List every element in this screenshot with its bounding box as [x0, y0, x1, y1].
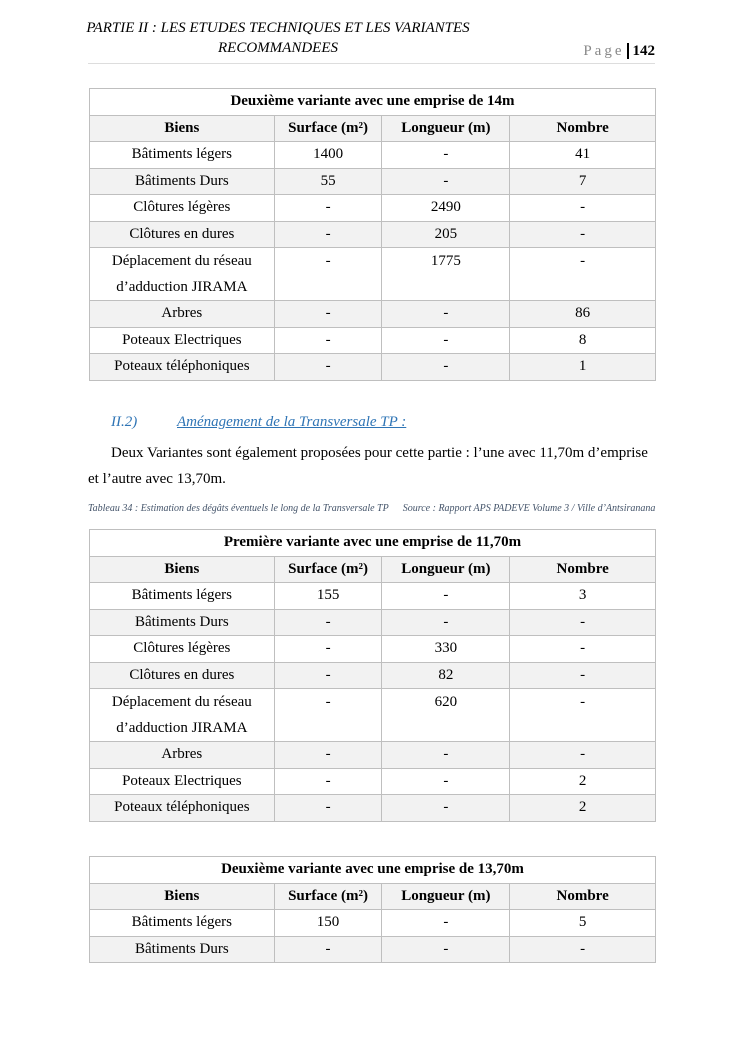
table-row [90, 301, 656, 328]
table-title-row [90, 89, 656, 116]
column-header: Biens [90, 883, 275, 910]
column-header: Nombre [510, 115, 656, 142]
header-title-line1: PARTIE II : LES ETUDES TECHNIQUES ET LES VARIANTES [86, 20, 470, 36]
body-paragraph: Deux Variantes sont également proposées pour cette partie : l’une avec 11,70m d’emprise et l’autre avec 13,70m. [88, 445, 648, 487]
table-row [90, 609, 656, 636]
table-cell: 1775 [382, 248, 510, 301]
table-cell: - [382, 910, 510, 937]
table-cell: - [510, 609, 656, 636]
table-row [90, 636, 656, 663]
table-title-row [90, 530, 656, 557]
table-cell: - [510, 689, 656, 742]
table-cell: Bâtiments Durs [90, 936, 275, 963]
damage-table-11-70m [89, 529, 656, 822]
table-cell: - [274, 795, 382, 822]
page-word: Page [583, 43, 625, 59]
table-cell: Arbres [90, 742, 275, 769]
table-row [90, 354, 656, 381]
damage-table-14m [89, 88, 656, 381]
table-cell: Poteaux Electriques [90, 327, 275, 354]
table-row [90, 936, 656, 963]
table-cell: - [510, 742, 656, 769]
table-cell: 2490 [382, 195, 510, 222]
table-cell: 150 [274, 910, 382, 937]
column-header: Surface (m²) [274, 883, 382, 910]
table-cell: - [382, 142, 510, 169]
table-row [90, 327, 656, 354]
table-cell: - [510, 636, 656, 663]
table-cell: - [510, 662, 656, 689]
column-header: Nombre [510, 556, 656, 583]
table-title-row [90, 857, 656, 884]
section-number: II.2) [111, 414, 138, 430]
table-title: Première variante avec une emprise de 11,70m [90, 530, 656, 557]
column-header: Longueur (m) [382, 883, 510, 910]
column-header: Longueur (m) [382, 556, 510, 583]
table-cell: - [274, 662, 382, 689]
table-cell: Bâtiments légers [90, 583, 275, 610]
table-title: Deuxième variante avec une emprise de 13,70m [90, 857, 656, 884]
table-cell: Bâtiments Durs [90, 168, 275, 195]
table-cell: - [382, 795, 510, 822]
table-cell: 2 [510, 795, 656, 822]
table-cell: - [274, 221, 382, 248]
table-header-row [90, 115, 656, 142]
table-cell: - [382, 327, 510, 354]
table-cell: Poteaux Electriques [90, 768, 275, 795]
table-row [90, 168, 656, 195]
table-cell: 1400 [274, 142, 382, 169]
table-cell: - [510, 195, 656, 222]
table-cell: Poteaux téléphoniques [90, 795, 275, 822]
table-cell: - [274, 689, 382, 742]
section-heading [111, 414, 406, 431]
table-cell: - [382, 354, 510, 381]
caption-source: Source : Rapport APS PADEVE Volume 3 / Ville d’Antsiranana [402, 503, 656, 514]
table-cell: 41 [510, 142, 656, 169]
table-cell: - [382, 168, 510, 195]
table-row [90, 910, 656, 937]
table-cell: Poteaux téléphoniques [90, 354, 275, 381]
table-cell: - [382, 936, 510, 963]
table-cell: Arbres [90, 301, 275, 328]
running-header-title [52, 18, 504, 58]
table-cell: - [274, 327, 382, 354]
page-number [583, 43, 655, 60]
table-cell: - [382, 301, 510, 328]
table-cell: - [510, 936, 656, 963]
table-cell: - [382, 768, 510, 795]
table-cell: - [274, 248, 382, 301]
table-cell: - [274, 609, 382, 636]
table-cell: Bâtiments légers [90, 910, 275, 937]
table-cell: Déplacement du réseau d’adduction JIRAMA [90, 248, 275, 301]
table-cell: 55 [274, 168, 382, 195]
table-cell: 7 [510, 168, 656, 195]
table-row [90, 795, 656, 822]
section-title: Aménagement de la Transversale TP : [177, 414, 407, 430]
page-number-value: 142 [627, 43, 656, 59]
column-header: Longueur (m) [382, 115, 510, 142]
table-cell: 86 [510, 301, 656, 328]
table-cell: 2 [510, 768, 656, 795]
table-cell: 3 [510, 583, 656, 610]
table-cell: - [274, 636, 382, 663]
table-cell: Bâtiments légers [90, 142, 275, 169]
table-title: Deuxième variante avec une emprise de 14m [90, 89, 656, 116]
table-cell: 205 [382, 221, 510, 248]
table-cell: Bâtiments Durs [90, 609, 275, 636]
table-cell: - [382, 742, 510, 769]
table-cell: - [274, 936, 382, 963]
table-cell: Clôtures en dures [90, 662, 275, 689]
table-cell: - [274, 742, 382, 769]
table-row [90, 768, 656, 795]
damage-table-13-70m [89, 856, 656, 963]
table-row [90, 195, 656, 222]
table-cell: 155 [274, 583, 382, 610]
table-cell: 330 [382, 636, 510, 663]
table-cell: - [382, 583, 510, 610]
column-header: Surface (m²) [274, 115, 382, 142]
table-row [90, 689, 656, 742]
table-cell: - [382, 609, 510, 636]
header-divider [88, 63, 655, 64]
table-cell: Clôtures légères [90, 195, 275, 222]
table-cell: Clôtures en dures [90, 221, 275, 248]
table-cell: 1 [510, 354, 656, 381]
header-title-line2: RECOMMANDEES [218, 40, 338, 56]
table-cell: Clôtures légères [90, 636, 275, 663]
table-cell: - [274, 354, 382, 381]
table-cell: - [510, 248, 656, 301]
table-row [90, 662, 656, 689]
caption-text: Tableau 34 : Estimation des dégâts éventuels le long de la Transversale TP [88, 503, 389, 514]
table-cell: Déplacement du réseau d’adduction JIRAMA [90, 689, 275, 742]
column-header: Surface (m²) [274, 556, 382, 583]
table-cell: - [510, 221, 656, 248]
table-cell: 5 [510, 910, 656, 937]
column-header: Biens [90, 556, 275, 583]
table-row [90, 742, 656, 769]
table-row [90, 221, 656, 248]
table-header-row [90, 556, 656, 583]
table-cell: - [274, 195, 382, 222]
table-cell: 620 [382, 689, 510, 742]
table-caption [88, 503, 655, 514]
table-cell: - [274, 768, 382, 795]
table-row [90, 248, 656, 301]
table-cell: 82 [382, 662, 510, 689]
column-header: Nombre [510, 883, 656, 910]
column-header: Biens [90, 115, 275, 142]
table-row [90, 142, 656, 169]
table-cell: 8 [510, 327, 656, 354]
table-row [90, 583, 656, 610]
table-cell: - [274, 301, 382, 328]
table-header-row [90, 883, 656, 910]
